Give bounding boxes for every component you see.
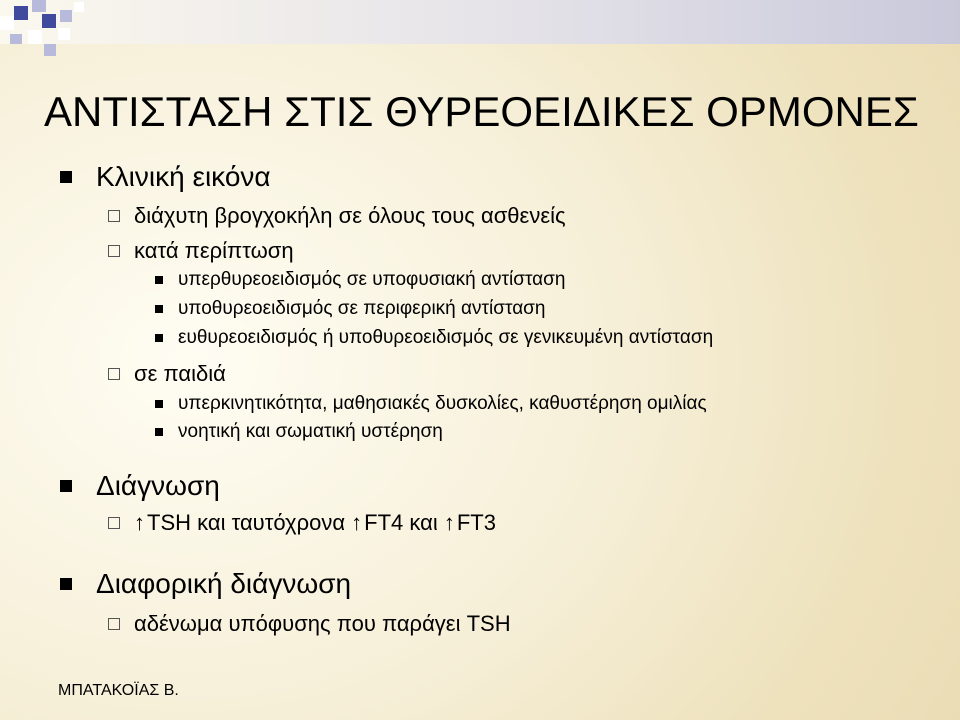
- square-bullet-icon: [155, 305, 163, 313]
- decor-square: [58, 28, 70, 40]
- up-arrow-icon: ↑: [134, 510, 145, 535]
- square-bullet-icon: [155, 276, 163, 284]
- square-bullet-icon: [155, 400, 163, 408]
- sub-list-item-text: νοητική και σωματική υστέρηση: [178, 421, 443, 442]
- list-item-text: κατά περίπτωση: [134, 238, 294, 263]
- sub-list-item-text: υποθυρεοειδισμός σε περιφερική αντίσταση: [178, 298, 546, 319]
- list-item-text: διάχυτη βρογχοκήλη σε όλους τους ασθενείς: [134, 203, 566, 228]
- sub-list-item-text: ευθυρεοειδισμός ή υποθυρεοειδισμός σε γενικευμένη αντίσταση: [178, 327, 714, 348]
- decor-square: [0, 16, 14, 30]
- decor-square: [10, 34, 22, 44]
- section-heading: Διάγνωση: [96, 470, 220, 501]
- up-arrow-icon: ↑: [351, 510, 363, 535]
- sub-list-item: [155, 393, 707, 415]
- sub-list-item: [155, 327, 713, 349]
- decor-square: [32, 0, 46, 12]
- list-item-text: αδένωμα υπόφυσης που παράγει TSH: [134, 611, 511, 636]
- decor-square: [14, 6, 28, 20]
- square-bullet-icon: [60, 171, 72, 183]
- square-bullet-icon: [60, 578, 72, 590]
- list-item: [108, 611, 511, 637]
- section-heading: Διαφορική διάγνωση: [96, 568, 352, 599]
- decor-square: [74, 2, 84, 12]
- hollow-box-bullet-icon: [108, 618, 120, 630]
- decor-square: [44, 44, 56, 56]
- decor-square: [28, 30, 42, 44]
- section-heading-diagnosis: [60, 470, 220, 502]
- list-item: [108, 238, 294, 264]
- sub-list-item: [155, 269, 565, 291]
- square-bullet-icon: [60, 480, 72, 492]
- square-bullet-icon: [155, 334, 163, 342]
- square-bullet-icon: [155, 428, 163, 436]
- decor-square: [60, 10, 72, 22]
- hollow-box-bullet-icon: [108, 517, 120, 529]
- section-heading-differential: [60, 568, 351, 600]
- decor-square: [42, 14, 56, 28]
- up-arrow-icon: ↑: [443, 510, 455, 535]
- sub-list-item-text: υπερκινητικότητα, μαθησιακές δυσκολίες, καθυστέρηση ομιλίας: [178, 393, 707, 414]
- hollow-box-bullet-icon: [108, 245, 120, 257]
- sub-list-item: [155, 298, 545, 320]
- list-item-text: σε παιδιά: [134, 361, 226, 386]
- list-item-text: FT3: [456, 510, 496, 535]
- sub-list-item-text: υπερθυρεοειδισμός σε υποφυσιακή αντίσταση: [178, 269, 566, 290]
- hollow-box-bullet-icon: [108, 368, 120, 380]
- list-item: [108, 203, 566, 229]
- hollow-box-bullet-icon: [108, 210, 120, 222]
- list-item-text: TSH και ταυτόχρονα: [147, 510, 352, 535]
- section-heading: Κλινική εικόνα: [96, 161, 271, 192]
- sub-list-item: [155, 421, 443, 443]
- slide-title: ΑΝΤΙΣΤΑΣΗ ΣΤΙΣ ΘΥΡΕΟΕΙΔΙΚΕΣ ΟΡΜΟΝΕΣ: [44, 88, 919, 135]
- list-item: [108, 510, 496, 536]
- top-decor-band: [0, 0, 960, 44]
- footer-author: ΜΠΑΤΑΚΟΪΑΣ Β.: [58, 682, 179, 699]
- list-item: [108, 361, 226, 387]
- section-heading-clinical: [60, 161, 271, 193]
- list-item-text: FT4 και: [364, 510, 444, 535]
